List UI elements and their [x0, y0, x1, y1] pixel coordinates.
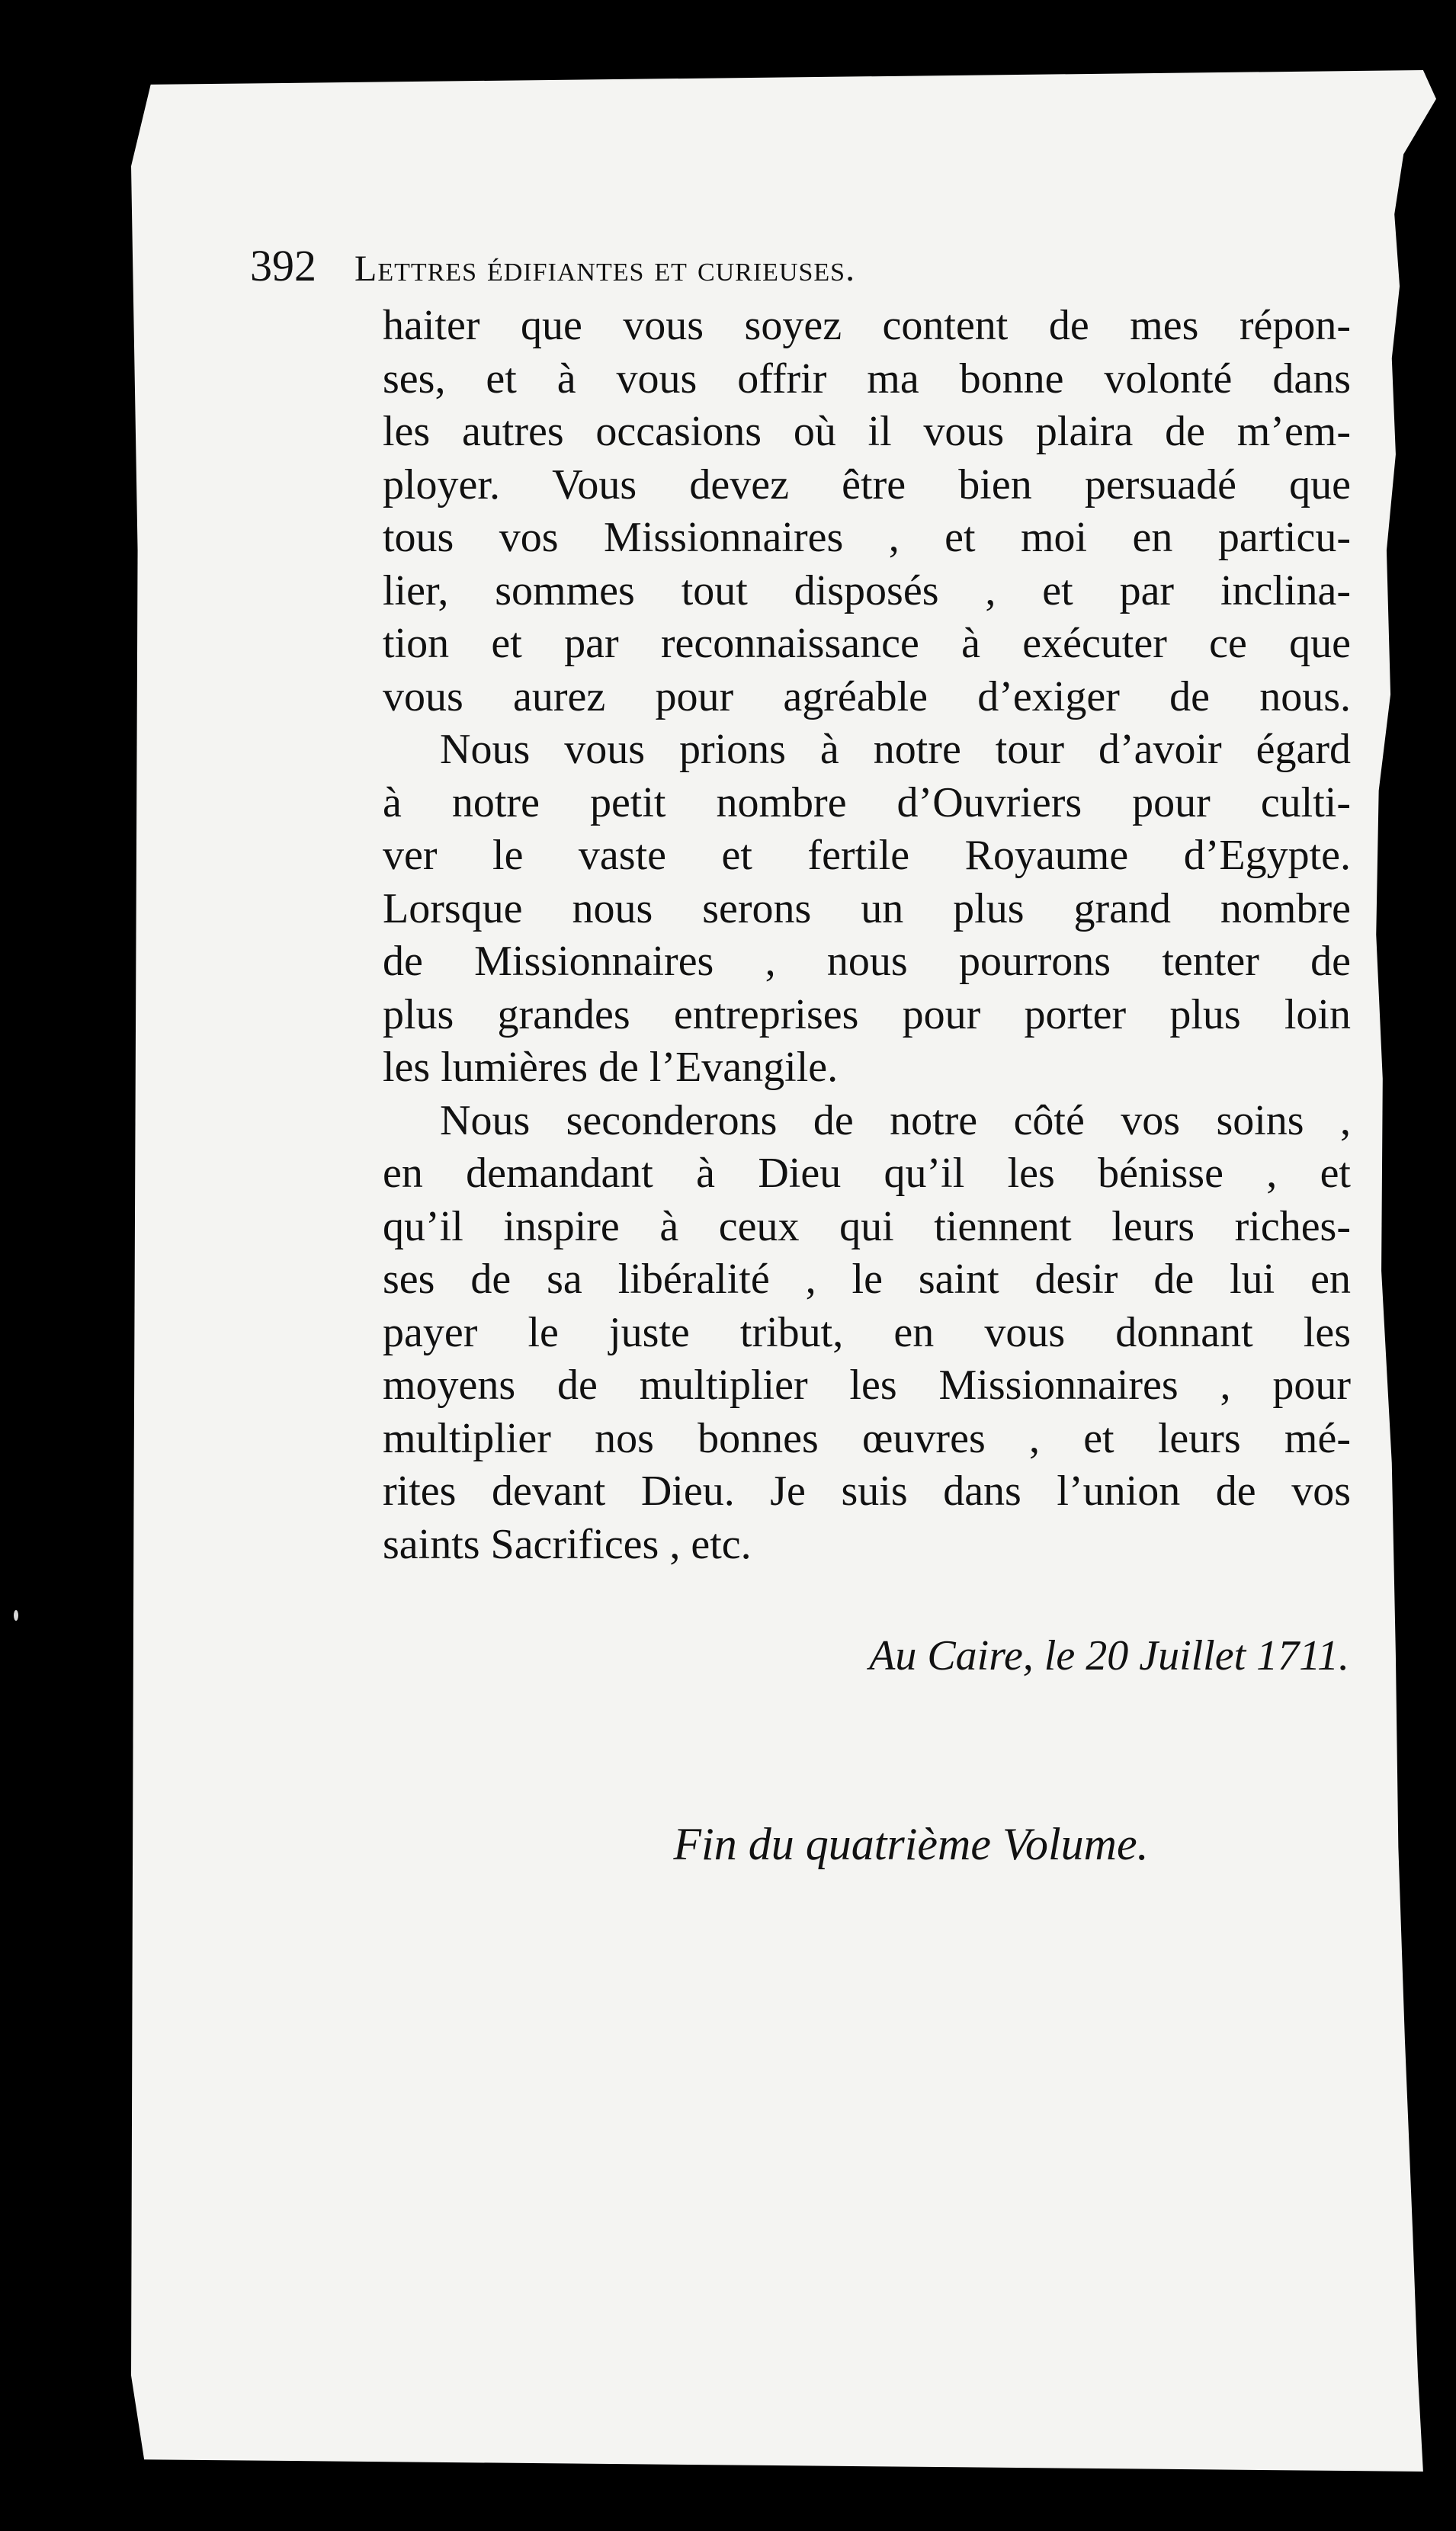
text-line: qu’il inspire à ceux qui tiennent leurs riches- [383, 1202, 1351, 1250]
text-line: rites devant Dieu. Je suis dans l’union de vos [383, 1468, 1351, 1515]
text-line: les autres occasions où il vous plaira de m’em- [383, 408, 1351, 455]
running-title: Lettres édifiantes et curieuses. [354, 249, 856, 289]
text-line: ployer. Vous devez être bien persuadé que [383, 460, 1351, 508]
paragraph-start-line: Nous vous prions à notre tour d’avoir égard [440, 726, 1351, 773]
text-line: tous vos Missionnaires , et moi en particu- [383, 514, 1351, 561]
running-header [250, 240, 1241, 301]
paragraph-end-line: saints Sacrifices , etc. [383, 1520, 752, 1568]
text-line: tion et par reconnaissance à exécuter ce que [383, 620, 1351, 667]
text-line: payer le juste tribut, en vous donnant les [383, 1308, 1351, 1356]
text-line: lier, sommes tout disposés , et par inclina- [383, 566, 1351, 614]
text-line: ses, et à vous offrir ma bonne volonté dans [383, 354, 1351, 403]
text-line: ses de sa libéralité , le saint desir de lui en [383, 1256, 1351, 1303]
text-line: moyens de multiplier les Missionnaires , pour [383, 1362, 1351, 1409]
volume-colophon: Fin du quatrième Volume. [673, 1819, 1149, 1869]
text-line: de Missionnaires , nous pourrons tenter de [383, 938, 1351, 985]
text-line: plus grandes entreprises pour porter plus loin [383, 990, 1351, 1038]
text-line: haiter que vous soyez content de mes répon- [383, 302, 1351, 349]
text-line: à notre petit nombre d’Ouvriers pour culti- [383, 778, 1351, 826]
page-number: 392 [250, 241, 316, 290]
text-line: ver le vaste et fertile Royaume d’Egypte. [383, 832, 1351, 879]
text-line: vous aurez pour agréable d’exiger de nous. [383, 672, 1351, 720]
paragraph-end-line: les lumières de l’Evangile. [383, 1044, 839, 1091]
text-line: en demandant à Dieu qu’il les bénisse , et [383, 1150, 1351, 1197]
text-line: Lorsque nous serons un plus grand nombre [383, 884, 1351, 932]
letter-signoff: Au Caire, le 20 Juillet 1711. [869, 1632, 1349, 1679]
body-text [383, 300, 1351, 1571]
text-line: multiplier nos bonnes œuvres , et leurs mé- [383, 1414, 1351, 1462]
scan-speck [14, 1610, 18, 1621]
paragraph-start-line: Nous seconderons de notre côté vos soins , [440, 1096, 1351, 1144]
